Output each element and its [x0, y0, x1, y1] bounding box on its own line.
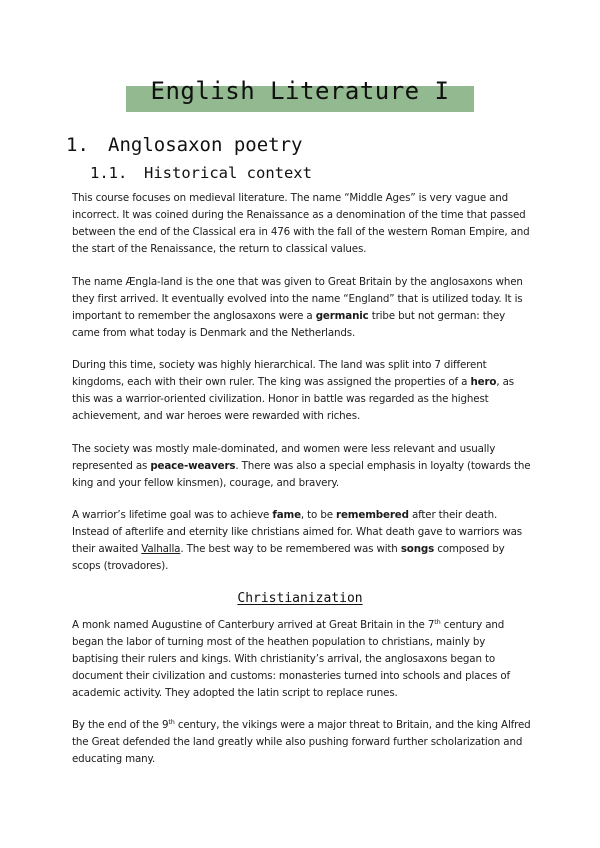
- paragraph-hierarchy: During this time, society was highly hierarchical. The land was split into 7 different kingdoms, each with their own ruler. The king was assigned the properties of a hero, as this was a warrior-oriented civilization. Honor in battle was regarded as the highest achievement, and war heroes were rewarded with riches.: [72, 359, 514, 422]
- subsection-heading: [90, 162, 312, 184]
- page-title: English Literature I: [150, 77, 450, 105]
- christianization-heading: Christianization: [237, 591, 363, 606]
- bold-term: peace-weavers: [150, 459, 236, 472]
- bold-term: hero: [470, 375, 497, 388]
- subsection-number: 1.1.: [90, 164, 128, 182]
- bold-term: remembered: [336, 509, 409, 521]
- paragraph-angla-land: The name Ængla-land is the one that was given to Great Britain by the anglosaxons when they first arrived. It eventually evolved into the name “England” that is utilized today. It is important to remember the anglosaxons were a germanic tribe but not german: they came from what today is Denmark and the Netherlands.: [72, 276, 523, 339]
- superscript: th: [434, 618, 441, 626]
- underlined-term: Valhalla: [141, 542, 181, 555]
- section-title: Anglosaxon poetry: [108, 134, 303, 156]
- paragraph-augustine: A monk named Augustine of Canterbury arrived at Great Britain in the 7th century and began the labor of turning most of the heathen population to christians, mainly by baptising their rulers and kings. With christianity’s arrival, the anglosaxons began to document their civilization and customs: monasteries turned into schools and places of academic activity. They adopted the latin script to replace runes.: [72, 618, 510, 699]
- paragraph-society: The society was mostly male-dominated, and women were less relevant and usually represented as peace-weavers. There was also a special emphasis in loyalty (towards the king and your fellow kinsmen), courage, and bravery.: [72, 443, 531, 489]
- superscript: th: [168, 718, 175, 726]
- subsection-title: Historical context: [144, 164, 312, 182]
- bold-term: fame: [272, 509, 301, 521]
- paragraph-middle-ages: This course focuses on medieval literature. The name “Middle Ages” is very vague and incorrect. It was coined during the Renaissance as a denomination of the time that passed between the end of the Classical era in 476 with the fall of the western Roman Empire, and the start of the Renaissance, the return to classical values.: [72, 192, 530, 255]
- paragraph-warrior-goal: A warrior’s lifetime goal was to achieve fame, to be remembered after their death. Instead of afterlife and eternity like christians aimed for. What death gave to warriors was their awaited Valhalla. The best way to be remembered was with songs composed by scops (trovadores).: [72, 509, 523, 572]
- paragraph-vikings: By the end of the 9th century, the vikings were a major threat to Britain, and the king Alfred the Great defended the land greatly while also pushing forward further scholarization and educating many.: [72, 718, 531, 765]
- bold-term: germanic: [315, 309, 369, 322]
- bold-term: songs: [400, 542, 435, 555]
- section-number: 1.: [66, 134, 89, 156]
- section-heading: [66, 132, 302, 158]
